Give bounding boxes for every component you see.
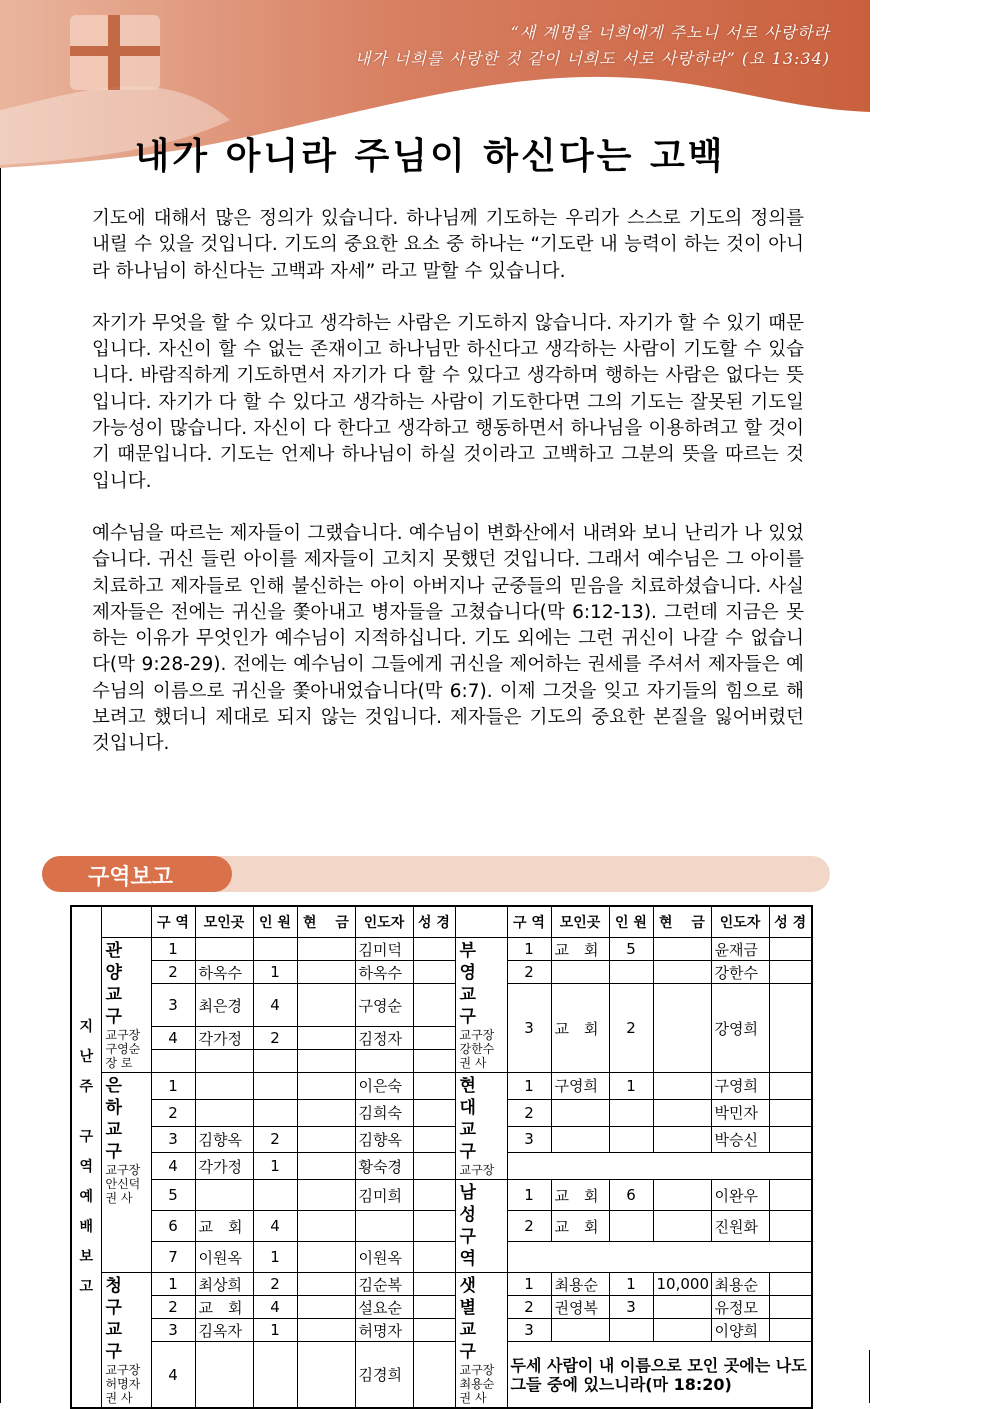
offering-cell	[653, 1211, 711, 1242]
offering-cell	[297, 1180, 355, 1211]
scripture-cell	[413, 1342, 455, 1409]
leader-cell: 이은숙	[355, 1073, 413, 1100]
district-no-cell: 2	[507, 1099, 551, 1126]
leader-cell: 김경희	[355, 1342, 413, 1409]
meeting-place-cell	[195, 1099, 253, 1126]
offering-cell	[653, 984, 711, 1073]
column-header: 인도자	[711, 906, 769, 938]
offering-cell	[297, 1099, 355, 1126]
attendance-cell: 2	[609, 984, 653, 1073]
left-group-label	[101, 1073, 151, 1273]
attendance-cell: 1	[253, 1319, 297, 1342]
offering-cell	[653, 1099, 711, 1126]
attendance-cell	[253, 1099, 297, 1126]
meeting-place-cell	[195, 1180, 253, 1211]
attendance-cell: 4	[253, 984, 297, 1027]
group-name: 청 구	[105, 1276, 124, 1318]
attendance-cell: 2	[253, 1027, 297, 1050]
side-title-char: 지	[79, 1019, 94, 1035]
leader-cell	[355, 1050, 413, 1073]
meeting-place-cell: 이원옥	[195, 1242, 253, 1273]
right-group-label	[455, 938, 507, 1073]
side-title-char: 역	[79, 1159, 94, 1175]
scripture-cell	[769, 1099, 812, 1126]
attendance-cell	[609, 1319, 653, 1342]
group-name: 부 영	[459, 941, 478, 983]
offering-cell	[297, 984, 355, 1027]
district-no-cell: 4	[151, 1027, 195, 1050]
offering-cell	[297, 1211, 355, 1242]
attendance-cell: 2	[253, 1126, 297, 1153]
district-no-cell: 3	[507, 1319, 551, 1342]
empty-cell	[507, 1153, 812, 1180]
leader-cell: 구영희	[711, 1073, 769, 1100]
district-no-cell: 3	[507, 1126, 551, 1153]
offering-cell	[297, 1073, 355, 1100]
scripture-cell	[413, 1073, 455, 1100]
right-group-label	[455, 1180, 507, 1273]
scripture-cell	[769, 1180, 812, 1211]
column-header: 현 금	[297, 906, 355, 938]
district-no-cell: 2	[151, 1296, 195, 1319]
meeting-place-cell: 각가정	[195, 1153, 253, 1180]
group-leader: 허명자	[105, 1377, 141, 1391]
group-leader: 교구장	[459, 1028, 495, 1042]
group-name: 은 하	[105, 1076, 124, 1118]
scripture-cell	[413, 1099, 455, 1126]
district-no-cell: 1	[507, 1180, 551, 1211]
scripture-cell	[769, 984, 812, 1073]
meeting-place-cell	[195, 1050, 253, 1073]
offering-cell	[653, 1180, 711, 1211]
verse-line-1: “새 계명을 너희에게 주노니 서로 사랑하라	[510, 23, 830, 42]
scripture-cell	[413, 938, 455, 961]
scripture-cell	[769, 1211, 812, 1242]
meeting-place-cell: 각가정	[195, 1027, 253, 1050]
meeting-place-cell	[195, 1342, 253, 1409]
group-name: 교 구	[105, 1120, 124, 1162]
scripture-cell	[769, 1126, 812, 1153]
meeting-place-cell: 김향옥	[195, 1126, 253, 1153]
table-row	[71, 984, 812, 1027]
leader-cell: 김희숙	[355, 1099, 413, 1126]
district-no-cell: 1	[151, 1073, 195, 1100]
leader-cell: 김정자	[355, 1027, 413, 1050]
column-header: 인도자	[355, 906, 413, 938]
scripture-cell	[413, 1050, 455, 1073]
group-leader: 강한수	[459, 1042, 495, 1056]
leader-cell: 강한수	[711, 961, 769, 984]
group-name: 구 역	[459, 1227, 478, 1269]
meeting-place-cell	[195, 1073, 253, 1100]
district-no-cell: 1	[507, 938, 551, 961]
leader-cell: 허명자	[355, 1319, 413, 1342]
meeting-place-cell: 최상희	[195, 1273, 253, 1296]
attendance-cell	[253, 1050, 297, 1073]
column-header: 인 원	[609, 906, 653, 938]
group-leader: 권 사	[105, 1391, 133, 1405]
attendance-cell: 4	[253, 1296, 297, 1319]
offering-cell	[297, 961, 355, 984]
side-title-char: 예	[79, 1189, 94, 1205]
group-leader: 교구장	[105, 1163, 141, 1177]
scripture-cell	[413, 984, 455, 1027]
offering-cell	[653, 1126, 711, 1153]
empty-cell	[507, 1242, 812, 1273]
district-no-cell: 4	[151, 1342, 195, 1409]
district-no-cell: 4	[151, 1153, 195, 1180]
scripture-cell	[413, 961, 455, 984]
group-leader: 권 사	[105, 1191, 133, 1205]
meeting-place-cell: 교 회	[195, 1211, 253, 1242]
offering-cell	[653, 1073, 711, 1100]
attendance-cell: 5	[609, 938, 653, 961]
offering-cell	[297, 938, 355, 961]
table-row	[71, 1296, 812, 1319]
group-leader: 구영순	[105, 1042, 141, 1056]
leader-cell: 윤재금	[711, 938, 769, 961]
offering-cell	[297, 1296, 355, 1319]
attendance-cell: 1	[253, 1242, 297, 1273]
group-name: 샛 별	[459, 1276, 478, 1318]
scripture-cell	[769, 961, 812, 984]
leader-cell: 유정모	[711, 1296, 769, 1319]
left-group-label	[101, 1273, 151, 1409]
group-name: 남 성	[459, 1183, 478, 1225]
column-header: 성 경	[413, 906, 455, 938]
district-no-cell: 3	[507, 984, 551, 1073]
group-leader: 안신덕	[105, 1177, 141, 1191]
side-title-char: 구	[79, 1129, 94, 1145]
table-row	[71, 1126, 812, 1153]
page-border-right-bottom	[869, 1350, 870, 1403]
offering-cell	[297, 1242, 355, 1273]
meeting-place-cell: 교 회	[551, 1211, 609, 1242]
group-leader: 교구장	[459, 1363, 495, 1377]
leader-cell: 김미덕	[355, 938, 413, 961]
table-row	[71, 938, 812, 961]
district-no-cell: 1	[151, 1273, 195, 1296]
leader-cell	[355, 1211, 413, 1242]
offering-cell	[297, 1050, 355, 1073]
leader-cell: 김미희	[355, 1180, 413, 1211]
attendance-cell: 2	[253, 1273, 297, 1296]
column-header: 성 경	[769, 906, 812, 938]
left-group-label	[101, 938, 151, 1073]
group-leader: 권 사	[459, 1391, 487, 1405]
leader-cell: 박승신	[711, 1126, 769, 1153]
attendance-cell	[253, 1342, 297, 1409]
district-no-cell: 1	[507, 1273, 551, 1296]
scripture-cell	[413, 1273, 455, 1296]
scripture-cell	[413, 1027, 455, 1050]
table-row	[71, 1319, 812, 1342]
meeting-place-cell: 김옥자	[195, 1319, 253, 1342]
group-leader: 교구장	[459, 1163, 495, 1177]
scripture-cell	[769, 1273, 812, 1296]
group-leader: 권 사	[459, 1056, 487, 1070]
attendance-cell	[609, 1126, 653, 1153]
district-no-cell: 2	[507, 1296, 551, 1319]
group-name: 교 구	[105, 985, 124, 1027]
meeting-place-cell	[551, 961, 609, 984]
attendance-cell: 1	[253, 961, 297, 984]
offering-cell	[297, 1153, 355, 1180]
offering-cell	[297, 1319, 355, 1342]
district-no-cell: 3	[151, 1126, 195, 1153]
attendance-cell: 1	[609, 1273, 653, 1296]
meeting-place-cell: 최용순	[551, 1273, 609, 1296]
table-row	[71, 1242, 812, 1273]
attendance-cell	[609, 1211, 653, 1242]
group-name: 교 구	[459, 985, 478, 1027]
side-title-char: 배	[79, 1219, 94, 1235]
district-no-cell: 1	[151, 938, 195, 961]
attendance-cell	[253, 938, 297, 961]
side-title-char: 고	[79, 1279, 94, 1295]
page-title: 내가 아니라 주님이 하신다는 고백	[134, 136, 726, 177]
paragraph-1: 기도에 대해서 많은 정의가 있습니다. 하나님께 기도하는 우리가 스스로 기도의 정의를 내릴 수 있을 것입니다. 기도의 중요한 요소 중 하나는 “기도란 내 능력이 하는 것이 아니라 하나님이 하신다는 고백과 자세” 라고 말할 수 있습니다.	[92, 208, 804, 282]
district-no-cell: 7	[151, 1242, 195, 1273]
scripture-cell	[413, 1211, 455, 1242]
article-body	[92, 206, 804, 784]
verse-line-2: 내가 너희를 사랑한 것 같이 너희도 서로 사랑하라” (요 13:34)	[354, 49, 830, 68]
scripture-cell	[769, 1073, 812, 1100]
offering-cell	[653, 1296, 711, 1319]
column-header: 인 원	[253, 906, 297, 938]
attendance-cell: 3	[609, 1296, 653, 1319]
attendance-cell	[253, 1180, 297, 1211]
column-header: 구 역	[507, 906, 551, 938]
offering-cell	[653, 961, 711, 984]
leader-cell: 진원화	[711, 1211, 769, 1242]
leader-cell: 구영순	[355, 984, 413, 1027]
attendance-cell	[609, 1099, 653, 1126]
leader-cell: 김순복	[355, 1273, 413, 1296]
section-title: 구역보고	[88, 865, 174, 890]
attendance-cell	[609, 961, 653, 984]
meeting-place-cell: 구영희	[551, 1073, 609, 1100]
offering-cell	[297, 1027, 355, 1050]
column-header: 모인곳	[551, 906, 609, 938]
side-title-char: 주	[79, 1079, 94, 1095]
side-title-char: 난	[79, 1049, 94, 1065]
meeting-place-cell: 교 회	[551, 984, 609, 1073]
group-name: 관 양	[105, 941, 124, 983]
gift-box-icon	[70, 15, 160, 90]
district-no-cell: 5	[151, 1180, 195, 1211]
attendance-cell: 1	[253, 1153, 297, 1180]
scripture-cell	[413, 1242, 455, 1273]
leader-cell: 최용순	[711, 1273, 769, 1296]
table-row	[71, 1211, 812, 1242]
attendance-cell	[253, 1073, 297, 1100]
district-no-cell: 2	[151, 1099, 195, 1126]
attendance-cell: 4	[253, 1211, 297, 1242]
column-header: 모인곳	[195, 906, 253, 938]
table-row	[71, 1099, 812, 1126]
leader-cell: 박민자	[711, 1099, 769, 1126]
group-leader: 최용순	[459, 1377, 495, 1391]
group-name: 교 구	[105, 1320, 124, 1362]
table-row	[71, 961, 812, 984]
district-no-cell: 2	[507, 961, 551, 984]
column-header: 현 금	[653, 906, 711, 938]
meeting-place-cell: 교 회	[551, 1180, 609, 1211]
offering-cell	[297, 1273, 355, 1296]
header-blank	[101, 906, 151, 938]
scripture-cell	[413, 1153, 455, 1180]
leader-cell: 황숙경	[355, 1153, 413, 1180]
scripture-cell	[413, 1126, 455, 1153]
table-row	[71, 1273, 812, 1296]
group-name: 교 구	[459, 1120, 478, 1162]
paragraph-2: 자기가 무엇을 할 수 있다고 생각하는 사람은 기도하지 않습니다. 자기가 할 수 있기 때문입니다. 자신이 할 수 없는 존재이고 하나님만 하신다고 생각하는 사람이 기도할 수 있습니다. 바람직하게 기도하면서 자기가 다 할 수 있다고 생각하며 행하는 사람은 없다는 뜻입니다. 자기가 다 할 수 있다고 생각하는 사람이 기도한다면 그의 기도는 잘못된 기도일 가능성이 많습니다. 자신이 다 한다고 생각하고 행동하면서 하나님을 이용하려고 할 것이기 때문입니다. 기도는 언제나 하나님이 하실 것이라고 고백하고 그분의 뜻을 따르는 것입니다.	[92, 312, 804, 492]
leader-cell: 이양희	[711, 1319, 769, 1342]
side-title-char	[75, 1102, 98, 1122]
meeting-place-cell	[195, 938, 253, 961]
meeting-place-cell: 교 회	[551, 938, 609, 961]
table-row	[71, 1180, 812, 1211]
side-title-char: 보	[79, 1249, 94, 1265]
group-name: 현 대	[459, 1076, 478, 1118]
meeting-place-cell: 권영복	[551, 1296, 609, 1319]
scripture-cell	[769, 1296, 812, 1319]
attendance-cell: 1	[609, 1073, 653, 1100]
attendance-cell: 6	[609, 1180, 653, 1211]
offering-cell: 10,000	[653, 1273, 711, 1296]
offering-cell	[653, 938, 711, 961]
right-group-label	[455, 1273, 507, 1409]
meeting-place-cell	[551, 1126, 609, 1153]
district-no-cell: 6	[151, 1211, 195, 1242]
district-no-cell: 3	[151, 1319, 195, 1342]
meeting-place-cell: 하옥수	[195, 961, 253, 984]
district-report-table	[70, 905, 813, 1409]
page-border-left	[0, 0, 1, 1403]
scripture-cell	[769, 1319, 812, 1342]
meeting-place-cell: 교 회	[195, 1296, 253, 1319]
table-row	[71, 1153, 812, 1180]
district-no-cell: 2	[151, 961, 195, 984]
district-no-cell: 1	[507, 1073, 551, 1100]
group-leader: 교구장	[105, 1363, 141, 1377]
scripture-cell	[413, 1296, 455, 1319]
group-name: 교 구	[459, 1320, 478, 1362]
meeting-place-cell	[551, 1099, 609, 1126]
table-row	[71, 1342, 812, 1369]
meeting-place-cell: 최은경	[195, 984, 253, 1027]
right-group-label	[455, 1073, 507, 1180]
offering-cell	[653, 1319, 711, 1342]
leader-cell: 하옥수	[355, 961, 413, 984]
column-header: 구 역	[151, 906, 195, 938]
district-no-cell	[151, 1050, 195, 1073]
leader-cell: 이원옥	[355, 1242, 413, 1273]
scripture-cell	[769, 938, 812, 961]
header-row	[71, 906, 812, 938]
offering-cell	[297, 1342, 355, 1409]
leader-cell: 이완우	[711, 1180, 769, 1211]
table-row	[71, 1073, 812, 1100]
group-leader: 장 로	[105, 1056, 133, 1070]
closing-verse: 두세 사람이 내 이름으로 모인 곳에는 나도 그들 중에 있느니라(마 18:20)	[507, 1342, 812, 1409]
paragraph-3: 예수님을 따르는 제자들이 그랬습니다. 예수님이 변화산에서 내려와 보니 난리가 나 있었습니다. 귀신 들린 아이를 제자들이 고치지 못했던 것입니다. 그래서 예수님은 그 아이를 치료하고 제자들로 인해 불신하는 아이 아버지나 군중들의 믿음을 치료하셨습니다. 사실 제자들은 전에는 귀신을 쫓아내고 병자들을 고쳤습니다(막 6:12-13). 그런데 지금은 못하는 이유가 무엇인가 예수님이 지적하십니다. 기도 외에는 그런 귀신이 나갈 수 없습니다(막 9:28-29). 전에는 예수님이 그들에게 귀신을 제어하는 권세를 주셔서 제자들은 예수님의 이름으로 귀신을 쫓아내었습니다(막 6:7). 이제 그것을 잊고 자기들의 힘으로 해보려고 했더니 제대로 되지 않는 것입니다. 제자들은 기도의 중요한 본질을 잃어버렸던 것입니다.	[92, 522, 804, 755]
district-no-cell: 3	[151, 984, 195, 1027]
meeting-place-cell	[551, 1319, 609, 1342]
group-leader: 교구장	[105, 1028, 141, 1042]
scripture-cell	[413, 1319, 455, 1342]
leader-cell: 강영희	[711, 984, 769, 1073]
leader-cell: 김향옥	[355, 1126, 413, 1153]
district-no-cell: 2	[507, 1211, 551, 1242]
leader-cell: 설요순	[355, 1296, 413, 1319]
header-blank	[455, 906, 507, 938]
offering-cell	[297, 1126, 355, 1153]
scripture-cell	[413, 1180, 455, 1211]
side-title	[71, 906, 101, 1408]
